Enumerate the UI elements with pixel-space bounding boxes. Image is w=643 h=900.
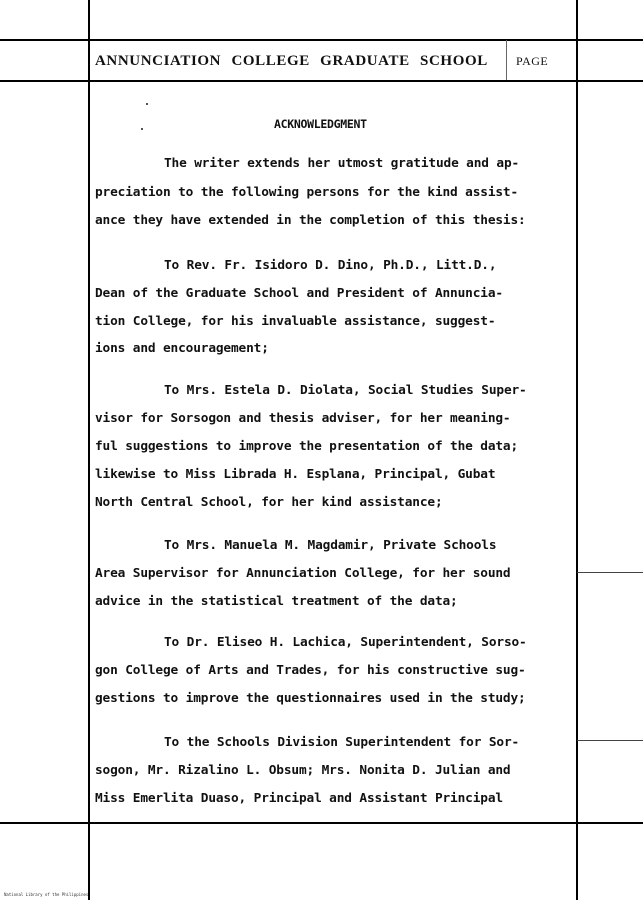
text-line: ful suggestions to improve the presentation of the data; [95,439,519,454]
text-line: gestions to improve the questionnaires used in the study; [95,691,526,706]
text-line: advice in the statistical treatment of the data; [95,594,458,609]
right-margin-rule [576,0,578,900]
text-line: To Mrs. Estela D. Diolata, Social Studies Super- [164,383,527,398]
text-line: Dean of the Graduate School and President of Annuncia- [95,286,503,301]
right-edge-tick-upper [577,572,643,573]
text-line: ance they have extended in the completion of this thesis: [95,213,526,228]
text-line: North Central School, for her kind assistance; [95,495,443,510]
text-line: preciation to the following persons for the kind assist- [95,185,519,200]
text-line: To the Schools Division Superintendent for Sor- [164,735,520,750]
page-box-left-rule [506,40,507,80]
text-line: visor for Sorsogon and thesis adviser, for her meaning- [95,411,511,426]
text-line: The writer extends her utmost gratitude and ap- [164,156,520,171]
text-line: To Mrs. Manuela M. Magdamir, Private Schools [164,538,497,553]
text-line: To Dr. Eliseo H. Lachica, Superintendent, Sorso- [164,635,527,650]
top-rule [0,39,643,41]
scan-speck [146,103,148,105]
text-line: likewise to Miss Librada H. Esplana, Principal, Gubat [95,467,496,482]
text-line: Miss Emerlita Duaso, Principal and Assistant Principal [95,791,503,806]
header-title: ANNUNCIATION COLLEGE GRADUATE SCHOOL [95,53,488,69]
acknowledgment-heading: ACKNOWLEDGMENT [274,117,367,131]
text-line: tion College, for his invaluable assistance, suggest- [95,314,496,329]
bottom-rule [0,822,643,824]
text-line: To Rev. Fr. Isidoro D. Dino, Ph.D., Litt.D., [164,258,497,273]
header-page-label: PAGE [516,54,549,68]
scan-speck [141,128,143,130]
text-line: gon College of Arts and Trades, for his constructive sug- [95,663,526,678]
right-edge-tick-lower [577,740,643,741]
text-line: Area Supervisor for Annunciation College, for her sound [95,566,511,581]
footer-credit: National Library of the Philippines [4,892,89,897]
text-line: ions and encouragement; [95,341,269,356]
header-underline [0,80,643,82]
left-margin-rule [88,0,90,900]
text-line: sogon, Mr. Rizalino L. Obsum; Mrs. Nonita D. Julian and [95,763,511,778]
